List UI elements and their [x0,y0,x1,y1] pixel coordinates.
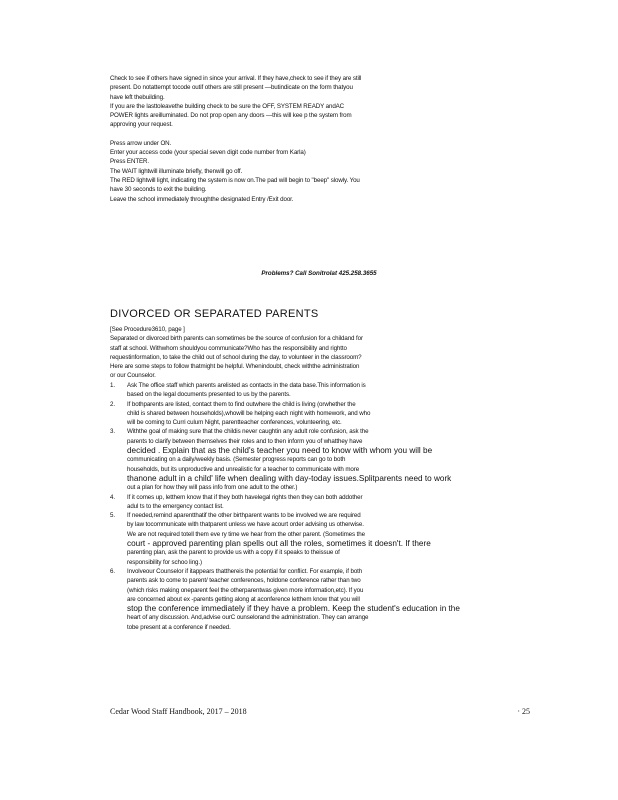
intro-paragraph [110,325,528,381]
text-line: approving your request. [110,121,173,129]
text-line: If you are the lasttoleavethe building check to be sure the OFF, SYSTEM READY andAC [110,102,345,110]
footer-title: Cedar Wood Staff Handbook, 2017 – 2018 [110,707,247,716]
text-line: Involveour Counselor if itappears thatthereis the potential for conflict. For example, if both [127,567,363,575]
text-line: based on the legal documents presented to us by the parents. [127,391,291,399]
text-line: child is shared between households),whowill be helping each night with homework, and who [127,409,371,417]
item-number: 4. [110,493,115,501]
text-line: Check to see if others have signed in since your arrival. If they have,check to see if they are still [110,75,362,82]
text-line: requestinformation, to take the child out of school during the day, to volunteer in the classroom? [110,353,362,361]
steps-list [110,381,530,632]
text-line: If it comes up, letthem know that if they both havelegal rights then they can both addother [127,493,363,501]
text-line: have 30 seconds to exit the building. [110,186,207,194]
text-line: staff at school. Withwhom shouldyou communicate?Who has the responsibility and rightto [110,344,347,352]
text-line: Enter your access code (your special seven digit code number from Karla) [110,149,306,157]
text-line: heart of any discussion. And,advise ourC ounselorand the administration. They can arrange [127,614,369,622]
text-line: Press ENTER. [110,158,150,166]
text-line: Press arrow under ON. [110,139,172,147]
list-item [110,493,530,512]
text-line: are concerned about ex -parents getting along at aconference letthem know that you will [127,595,360,603]
text-line: If needed,remind aparentthatif the other birthparent wants to be involved we are required [127,512,361,520]
text-line: (which risks making oneparent feel the otherparentwas given more information,etc). If you [127,586,364,594]
text-line: thanone adult in a child' life when dealing with day-today issues.Splitparents need to work [127,473,452,483]
text-line: out a plan for how they will pass info from one adult to the other.) [127,484,298,492]
text-line: have left thebuilding. [110,93,165,101]
text-line: [See Procedure3610, page ] [110,326,185,333]
text-line: Separated or divorced birth parents can sometimes be the source of confusion for a childand for [110,335,363,343]
item-number: 5. [110,512,115,520]
text-line: tobe present at a conference if needed. [127,623,231,631]
list-item [110,567,530,632]
text-line: adul ts to the emergency contact list. [127,502,224,510]
text-line: present. Do notattempt tocode outif others are still present —butindicate on the form thatyou [110,84,353,92]
text-line: If bothparents are listed, contact them to find outwhere the child is living (orwhether the [127,400,356,408]
section-heading: DIVORCED OR SEPARATED PARENTS [110,308,319,320]
text-line: Ask The office staff which parents arelisted as contacts in the data base.This information is [127,382,366,389]
page-number: · 25 [517,707,530,716]
list-item [110,427,530,492]
alarm-exit-instructions [110,74,528,204]
text-line: communicating on a daily/weekly basis. (Semester progress reports can go to both [127,456,346,464]
text-line: Leave the school immediately throughthe designated Entry /Exit door. [110,195,294,203]
text-line: POWER lights areilluminated. Do not prop open any doors —this will kee p the system from [110,112,352,120]
text-line: We are not required totell them eve ry time we hear from the other parent. (Sometimes the [127,530,365,538]
text-line: Here are some steps to follow thatmight be helpful. Whenindoubt, check withthe administration [110,363,360,371]
text-line: households, but its unproductive and unrealistic for a teacher to communicate with more [127,465,360,473]
item-number: 3. [110,428,115,436]
text-line: court - approved parenting plan spells out all the roles, sometimes it doesn't. If there [127,539,431,549]
text-line: decided . Explain that as the child's teacher you need to know with whom you will be [127,446,433,456]
text-line: parents to clarify between themselves their roles and to then inform you of whatthey have [127,437,363,445]
text-line: responsibility for schoo ling.) [127,558,202,566]
text-line: parenting plan, ask the parent to provide us with a copy if it speaks to theissue of [127,549,340,557]
problems-contact-line: Problems? Call Sonitrolat 425.258.3655 [261,270,377,277]
text-line: parents ask to come to parent/ teacher conferences, holdone conference rather than two [127,577,361,585]
text-line: The RED lightwill light, indicating the system is now on.The pad will begin to "beep" slowly. You [110,176,360,184]
text-line: Withthe goal of making sure that the childis never caughtin any adult role confusion, ask the [127,428,369,436]
text-line: stop the conference immediately if they have a problem. Keep the student's education in the [127,604,460,614]
list-item [110,511,530,567]
text-line: The WAIT lightwill illuminate briefly, thenwill go off. [110,167,243,175]
text-line: will be coming to Curri culum Night, parentteacher conferences, volunteering, etc. [127,419,342,427]
item-number: 1. [110,382,115,389]
text-line: by law tocommunicate with thatparent unless we have acourt order advising us otherwise. [127,521,364,529]
item-number: 2. [110,400,115,408]
item-number: 6. [110,567,115,575]
list-item [110,381,530,400]
list-item [110,400,530,428]
text-line: or our Counselor. [110,372,156,380]
page-footer [110,707,530,716]
